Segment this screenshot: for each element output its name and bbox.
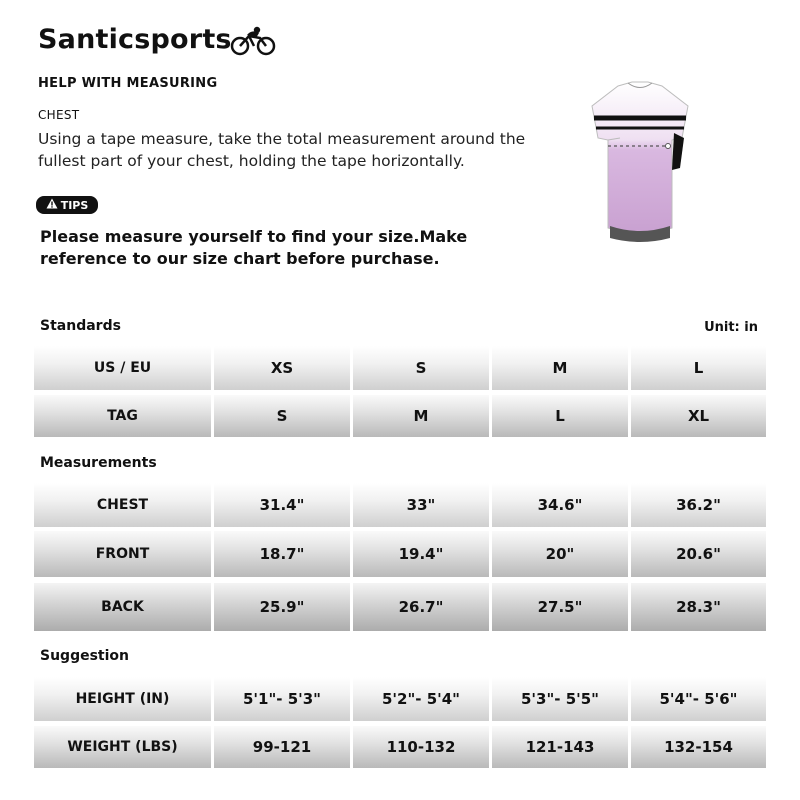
table-cell: 121-143	[492, 726, 628, 768]
chest-description: Using a tape measure, take the total measurement around the fullest part of your chest, holding the tape horizontally.	[38, 130, 526, 170]
row-label: WEIGHT (LBS)	[34, 726, 211, 768]
table-cell: 5'1"- 5'3"	[214, 677, 350, 721]
table-cell: 26.7"	[353, 583, 489, 631]
table-cell: 18.7"	[214, 531, 350, 577]
measurements-title: Measurements	[40, 455, 157, 471]
table-cell: L	[631, 346, 766, 390]
standards-title: Standards	[40, 318, 121, 334]
table-cell: 99-121	[214, 726, 350, 768]
table-cell: 5'3"- 5'5"	[492, 677, 628, 721]
table-cell: 33"	[353, 483, 489, 527]
suggestion-title: Suggestion	[40, 648, 129, 664]
table-cell: S	[214, 395, 350, 437]
table-cell: 36.2"	[631, 483, 766, 527]
table-cell: 27.5"	[492, 583, 628, 631]
tips-text: Please measure yourself to find your size.Make reference to our size chart before purchase.	[40, 227, 468, 268]
cyclist-icon	[230, 26, 276, 60]
table-cell: 132-154	[631, 726, 766, 768]
warning-icon	[46, 198, 58, 212]
tips-label: TIPS	[60, 198, 89, 212]
row-label: US / EU	[34, 346, 211, 390]
table-cell: 31.4"	[214, 483, 350, 527]
table-cell: M	[492, 346, 628, 390]
unit-label: Unit: in	[704, 320, 758, 335]
table-cell: L	[492, 395, 628, 437]
table-cell: 5'4"- 5'6"	[631, 677, 766, 721]
table-cell: 20.6"	[631, 531, 766, 577]
table-cell: XS	[214, 346, 350, 390]
row-label: BACK	[34, 583, 211, 631]
table-cell: 34.6"	[492, 483, 628, 527]
table-cell: 28.3"	[631, 583, 766, 631]
row-label: HEIGHT (IN)	[34, 677, 211, 721]
tips-badge	[36, 196, 98, 214]
table-cell: 110-132	[353, 726, 489, 768]
jersey-illustration	[580, 78, 700, 252]
table-cell: M	[353, 395, 489, 437]
chest-subheading: CHEST	[38, 108, 80, 122]
table-cell: 20"	[492, 531, 628, 577]
row-label: TAG	[34, 395, 211, 437]
table-cell: XL	[631, 395, 766, 437]
row-label: CHEST	[34, 483, 211, 527]
brand-name: Santicsports	[38, 24, 232, 55]
table-cell: 5'2"- 5'4"	[353, 677, 489, 721]
help-heading: HELP WITH MEASURING	[38, 76, 218, 91]
row-label: FRONT	[34, 531, 211, 577]
table-cell: 25.9"	[214, 583, 350, 631]
table-cell: S	[353, 346, 489, 390]
table-cell: 19.4"	[353, 531, 489, 577]
